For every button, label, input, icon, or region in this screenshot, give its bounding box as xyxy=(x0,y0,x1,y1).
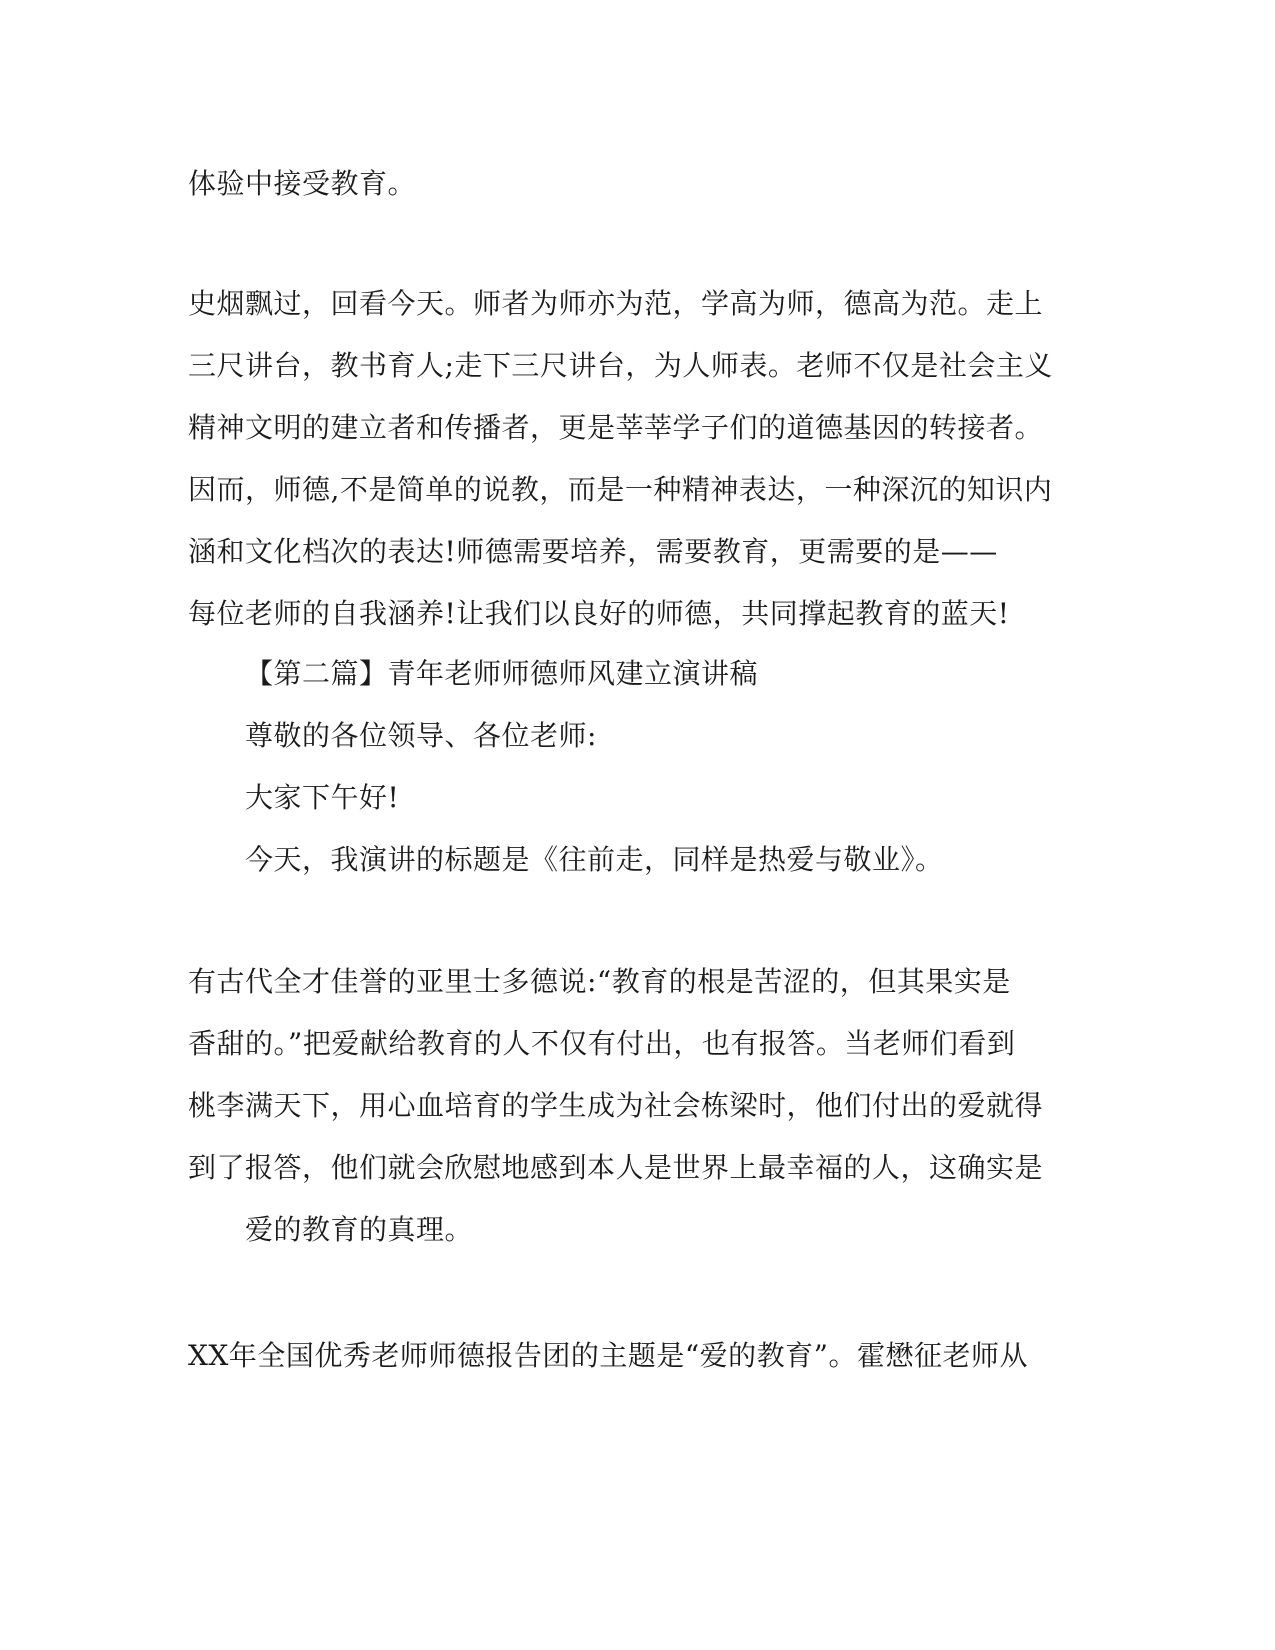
text-line: 爱的教育的真理。 xyxy=(245,1213,474,1246)
text-line: 因而，师德,不是简单的说教，而是一种精神表达，一种深沉的知识内 xyxy=(188,473,1053,506)
salutation: 尊敬的各位领导、各位老师: xyxy=(245,719,597,752)
text-line: 有古代全才佳誉的亚里士多德说:“教育的根是苦涩的，但其果实是 xyxy=(188,965,1011,998)
section-heading: 【第二篇】青年老师师德师风建立演讲稿 xyxy=(245,657,759,690)
text-line: 香甜的。”把爱献给教育的人不仅有付出，也有报答。当老师们看到 xyxy=(188,1027,1016,1060)
text-line: XX年全国优秀老师师德报告团的主题是“爱的教育”。霍懋征老师从 xyxy=(188,1339,1028,1372)
text-line: 精神文明的建立者和传播者，更是莘莘学子们的道德基因的转接者。 xyxy=(188,411,1044,444)
greeting: 大家下午好! xyxy=(245,781,400,814)
speech-title-line: 今天，我演讲的标题是《往前走，同样是热爱与敬业》。 xyxy=(245,843,944,876)
text-line: 三尺讲台，教书育人;走下三尺讲台，为人师表。老师不仅是社会主义 xyxy=(188,349,1053,382)
text-line: 涵和文化档次的表达!师德需要培养，需要教育，更需要的是—— xyxy=(188,535,998,568)
text-line: 到了报答，他们就会欣慰地感到本人是世界上最幸福的人，这确实是 xyxy=(188,1151,1044,1184)
text-line: 史烟飘过，回看今天。师者为师亦为范，学高为师，德高为范。走上 xyxy=(188,287,1044,320)
text-line: 桃李满天下，用心血培育的学生成为社会栋梁时，他们付出的爱就得 xyxy=(188,1089,1044,1122)
text-line: 体验中接受教育。 xyxy=(188,167,417,200)
text-line: 每位老师的自我涵养!让我们以良好的师德，共同撑起教育的蓝天! xyxy=(188,597,1010,630)
